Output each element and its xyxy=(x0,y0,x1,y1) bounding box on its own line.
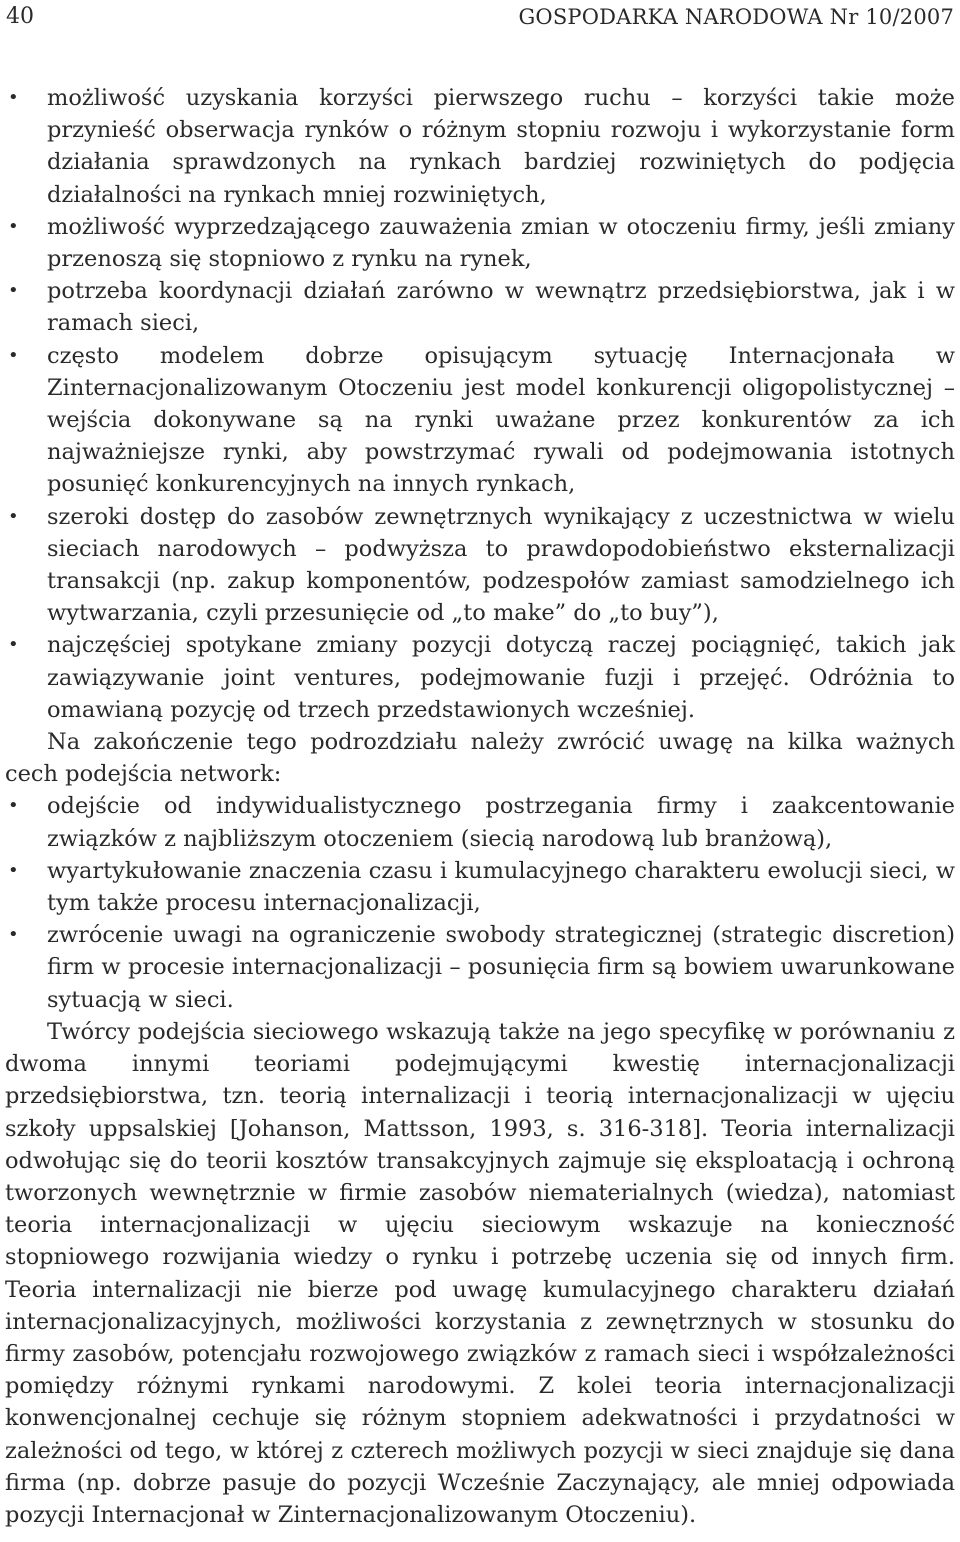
paragraph-conclusion-intro: Na zakończenie tego podrozdziału należy zwrócić uwagę na kilka ważnych cech podejścia network: xyxy=(5,729,955,788)
bullet-icon: • xyxy=(8,280,19,302)
list-item-text: potrzeba koordynacji działań zarówno w wewnątrz przedsiębiorstwa, jak i w ramach sieci, xyxy=(47,278,955,337)
bullet-list-network-features xyxy=(5,82,955,726)
list-item xyxy=(5,919,955,1016)
bullet-icon: • xyxy=(8,859,19,881)
list-item xyxy=(5,211,955,275)
page-number: 40 xyxy=(6,4,34,29)
list-item xyxy=(5,340,955,501)
body-text xyxy=(5,82,955,1531)
list-item-text: odejście od indywidualistycznego postrzegania firmy i zaakcentowanie związków z najbliższym otoczeniem (siecią narodową lub branżową), xyxy=(47,793,955,852)
journal-running-head: GOSPODARKA NARODOWA Nr 10/2007 xyxy=(518,5,954,29)
list-item xyxy=(5,275,955,339)
list-item xyxy=(5,501,955,630)
bullet-icon: • xyxy=(8,344,19,366)
list-item-text: szeroki dostęp do zasobów zewnętrznych wynikający z uczestnictwa w wielu sieciach narodowych – podwyższa to prawdopodobieństwo eksternalizacji transakcji (np. zakup komponentów, podzespołów zamiast samodzielnego ich wytwarzania, czyli przesunięcie od „to make” do „to buy”), xyxy=(47,503,955,627)
list-item-text: możliwość wyprzedzającego zauważenia zmian w otoczeniu firmy, jeśli zmiany przenoszą się stopniowo z rynku na rynek, xyxy=(47,213,955,273)
list-item-text: możliwość uzyskania korzyści pierwszego ruchu – korzyści takie może przynieść obserwacja rynków o różnym stopniu rozwoju i wykorzystanie form działania sprawdzonych na rynkach bardziej rozwiniętych do podjęcia działalności na rynkach mniej rozwiniętych, xyxy=(47,85,955,208)
list-item-text: często modelem dobrze opisującym sytuację Internacjonała w Zinternacjonalizowanym Otoczeniu jest model konkurencji oligopolistycznej – wejścia dokonywane są na rynki uważane przez konkurentów za ich najważniejsze rynki, aby powstrzymać rywali od podejmowania istotnych posunięć konkurencyjnych na innych rynkach, xyxy=(47,342,955,498)
bullet-list-approach-traits xyxy=(5,790,955,1015)
list-item xyxy=(5,855,955,919)
paragraph-comparison: Twórcy podejścia sieciowego wskazują także na jego specyfikę w porównaniu z dwoma innymi teoriami podejmującymi kwestię internacjonalizacji przedsiębiorstwa, tzn. teorią internalizacji i teorią internacjonalizacji w ujęciu szkoły uppsalskiej [Johanson, Mattsson, 1993, s. 316-318]. Teoria internalizacji odwołując się do teorii kosztów transakcyjnych zajmuje się eksploatacją i ochroną tworzonych wewnętrznie w firmie zasobów niematerialnych (wiedza), natomiast teoria internacjonalizacji w ujęciu sieciowym wskazuje na konieczność stopniowego rozwijania wiedzy o rynku i potrzebę uczenia się od innych firm. Teoria internalizacji nie bierze pod uwagę kumulacyjnego charakteru działań internacjonalizacyjnych, możliwości korzystania z zewnętrznych w stosunku do firmy zasobów, potencjału rozwojowego związków z ramach sieci i współzależności pomiędzy różnymi rynkami narodowymi. Z kolei teoria internacjonalizacji konwencjonalnej cechuje się różnym stopniem adekwatności i przydatności w zależności od tego, w której z czterech możliwych pozycji w sieci znajduje się dana firma (np. dobrze pasuje do pozycji Wcześnie Zaczynający, ale mniej odpowiada pozycji Internacjonał w Zinternacjonalizowanym Otoczeniu). xyxy=(5,1018,955,1528)
list-item xyxy=(5,629,955,726)
bullet-icon: • xyxy=(8,87,19,108)
bullet-icon: • xyxy=(8,795,19,817)
bullet-icon: • xyxy=(8,924,19,946)
page-header xyxy=(6,2,954,32)
bullet-icon: • xyxy=(8,505,19,527)
bullet-icon: • xyxy=(8,634,19,656)
list-item-text: wyartykułowanie znaczenia czasu i kumulacyjnego charakteru ewolucji sieci, w tym także procesu internacjonalizacji, xyxy=(47,857,955,917)
bullet-icon: • xyxy=(8,215,19,237)
list-item-text: zwrócenie uwagi na ograniczenie swobody strategicznej (strategic discretion) firm w procesie internacjonalizacji – posunięcia firm są bowiem uwarunkowane sytuacją w sieci. xyxy=(47,922,955,1013)
list-item xyxy=(5,82,955,211)
list-item xyxy=(5,790,955,854)
list-item-text: najczęściej spotykane zmiany pozycji dotyczą raczej pociągnięć, takich jak zawiązywanie joint ventures, podejmowanie fuzji i przejęć. Odróżnia to omawianą pozycję od trzech przedstawionych wcześniej. xyxy=(47,632,955,723)
